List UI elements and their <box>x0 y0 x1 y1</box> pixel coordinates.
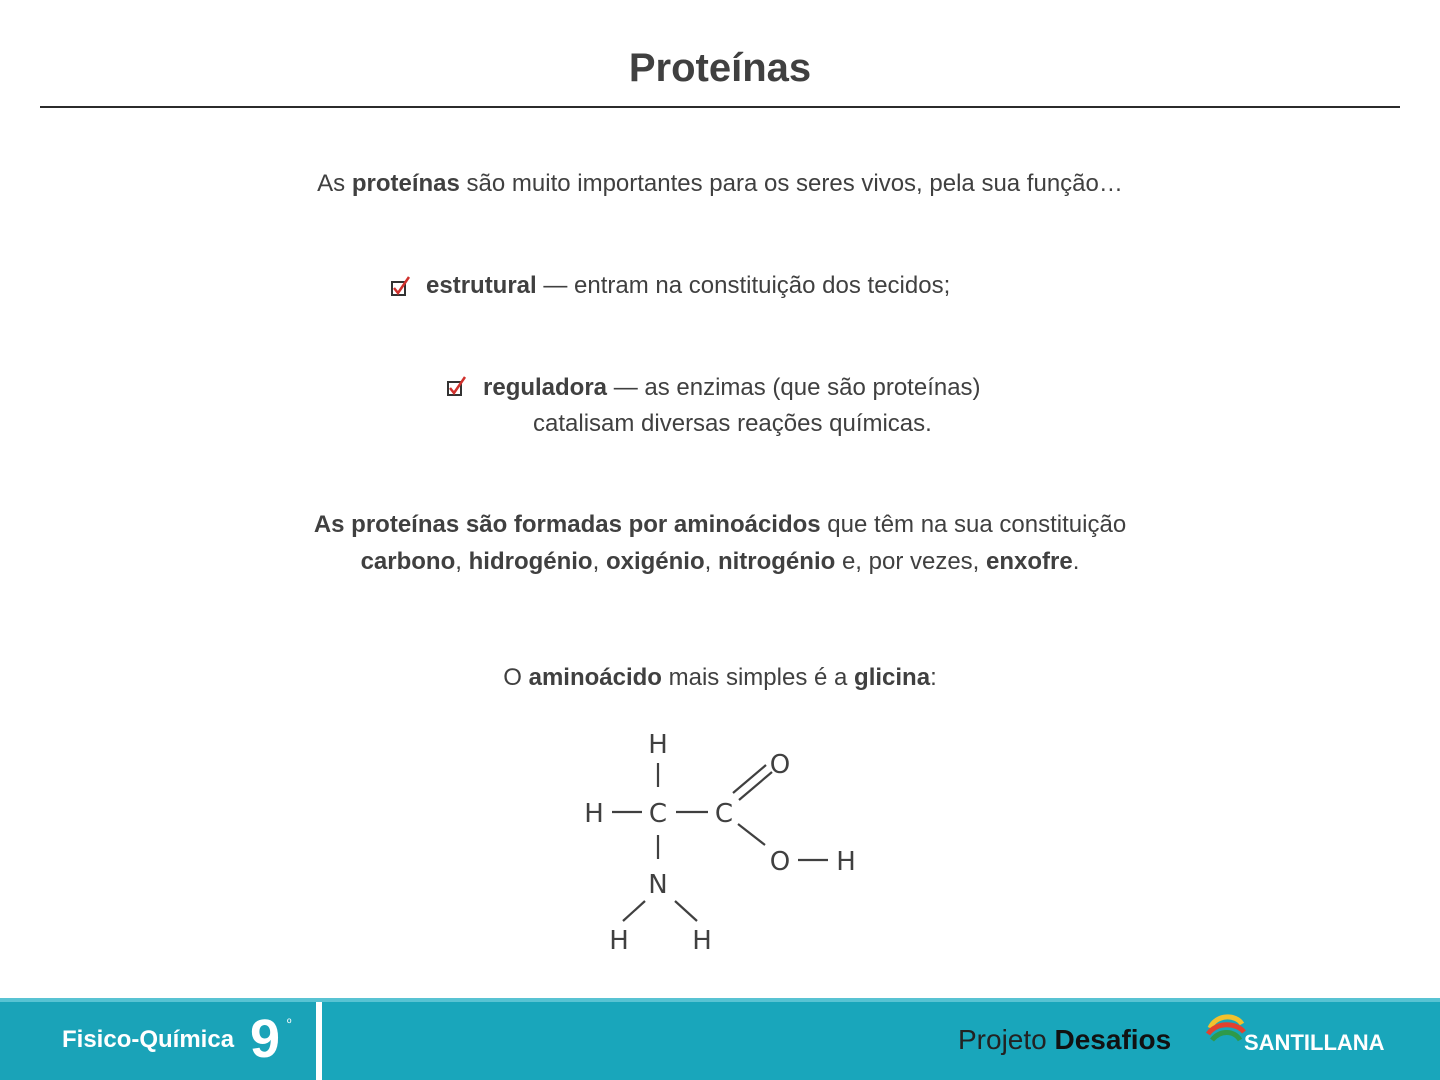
bond <box>623 901 645 921</box>
atom-h-hydroxyl: H <box>836 847 856 877</box>
atom-h-left: H <box>584 799 604 829</box>
checkbox-icon <box>390 276 412 298</box>
atom-h-top: H <box>648 730 668 760</box>
glycine-text: O aminoácido mais simples é a glicina: <box>503 664 937 691</box>
footer-top-stripe <box>0 998 1440 1002</box>
bond-double <box>739 772 772 800</box>
atom-h-n-right: H <box>692 926 712 956</box>
composition-line1: As proteínas são formadas por aminoácidos que têm na sua constituição <box>313 511 1127 538</box>
title-divider <box>40 106 1400 108</box>
atom-o-double: O <box>769 750 791 780</box>
santillana-logo-icon <box>1206 1012 1246 1048</box>
atom-n: N <box>648 870 668 900</box>
glycine-structure-diagram <box>570 725 870 965</box>
project-logo: Projeto Desafios <box>958 1024 1172 1055</box>
bond-double <box>733 765 766 793</box>
footer-bar <box>0 998 1440 1080</box>
atom-o-hydroxyl: O <box>769 847 791 877</box>
function-structural: estrutural — entram na constituição dos tecidos; <box>426 272 951 299</box>
function-regulatory: reguladora — as enzimas (que são proteínas) <box>483 374 981 401</box>
grade-number: 9 <box>250 1009 281 1069</box>
subject-label: Fisico-Química <box>62 1026 235 1053</box>
slide-title: Proteínas <box>628 46 812 90</box>
bond <box>738 824 765 845</box>
function-regulatory-line2: catalisam diversas reações químicas. <box>533 410 932 437</box>
intro-text: As proteínas são muito importantes para os seres vivos, pela sua função… <box>317 170 1123 197</box>
grade-ordinal: º <box>287 1016 292 1030</box>
atom-c-alpha: C <box>648 799 668 829</box>
atom-c-carboxyl: C <box>714 799 734 829</box>
atom-h-n-left: H <box>609 926 629 956</box>
composition-line2: carbono, hidrogénio, oxigénio, nitrogénio e, por vezes, enxofre. <box>360 548 1080 575</box>
checkbox-icon <box>446 376 468 398</box>
publisher-logo-text: SANTILLANA <box>1244 1030 1385 1055</box>
bond <box>675 901 697 921</box>
